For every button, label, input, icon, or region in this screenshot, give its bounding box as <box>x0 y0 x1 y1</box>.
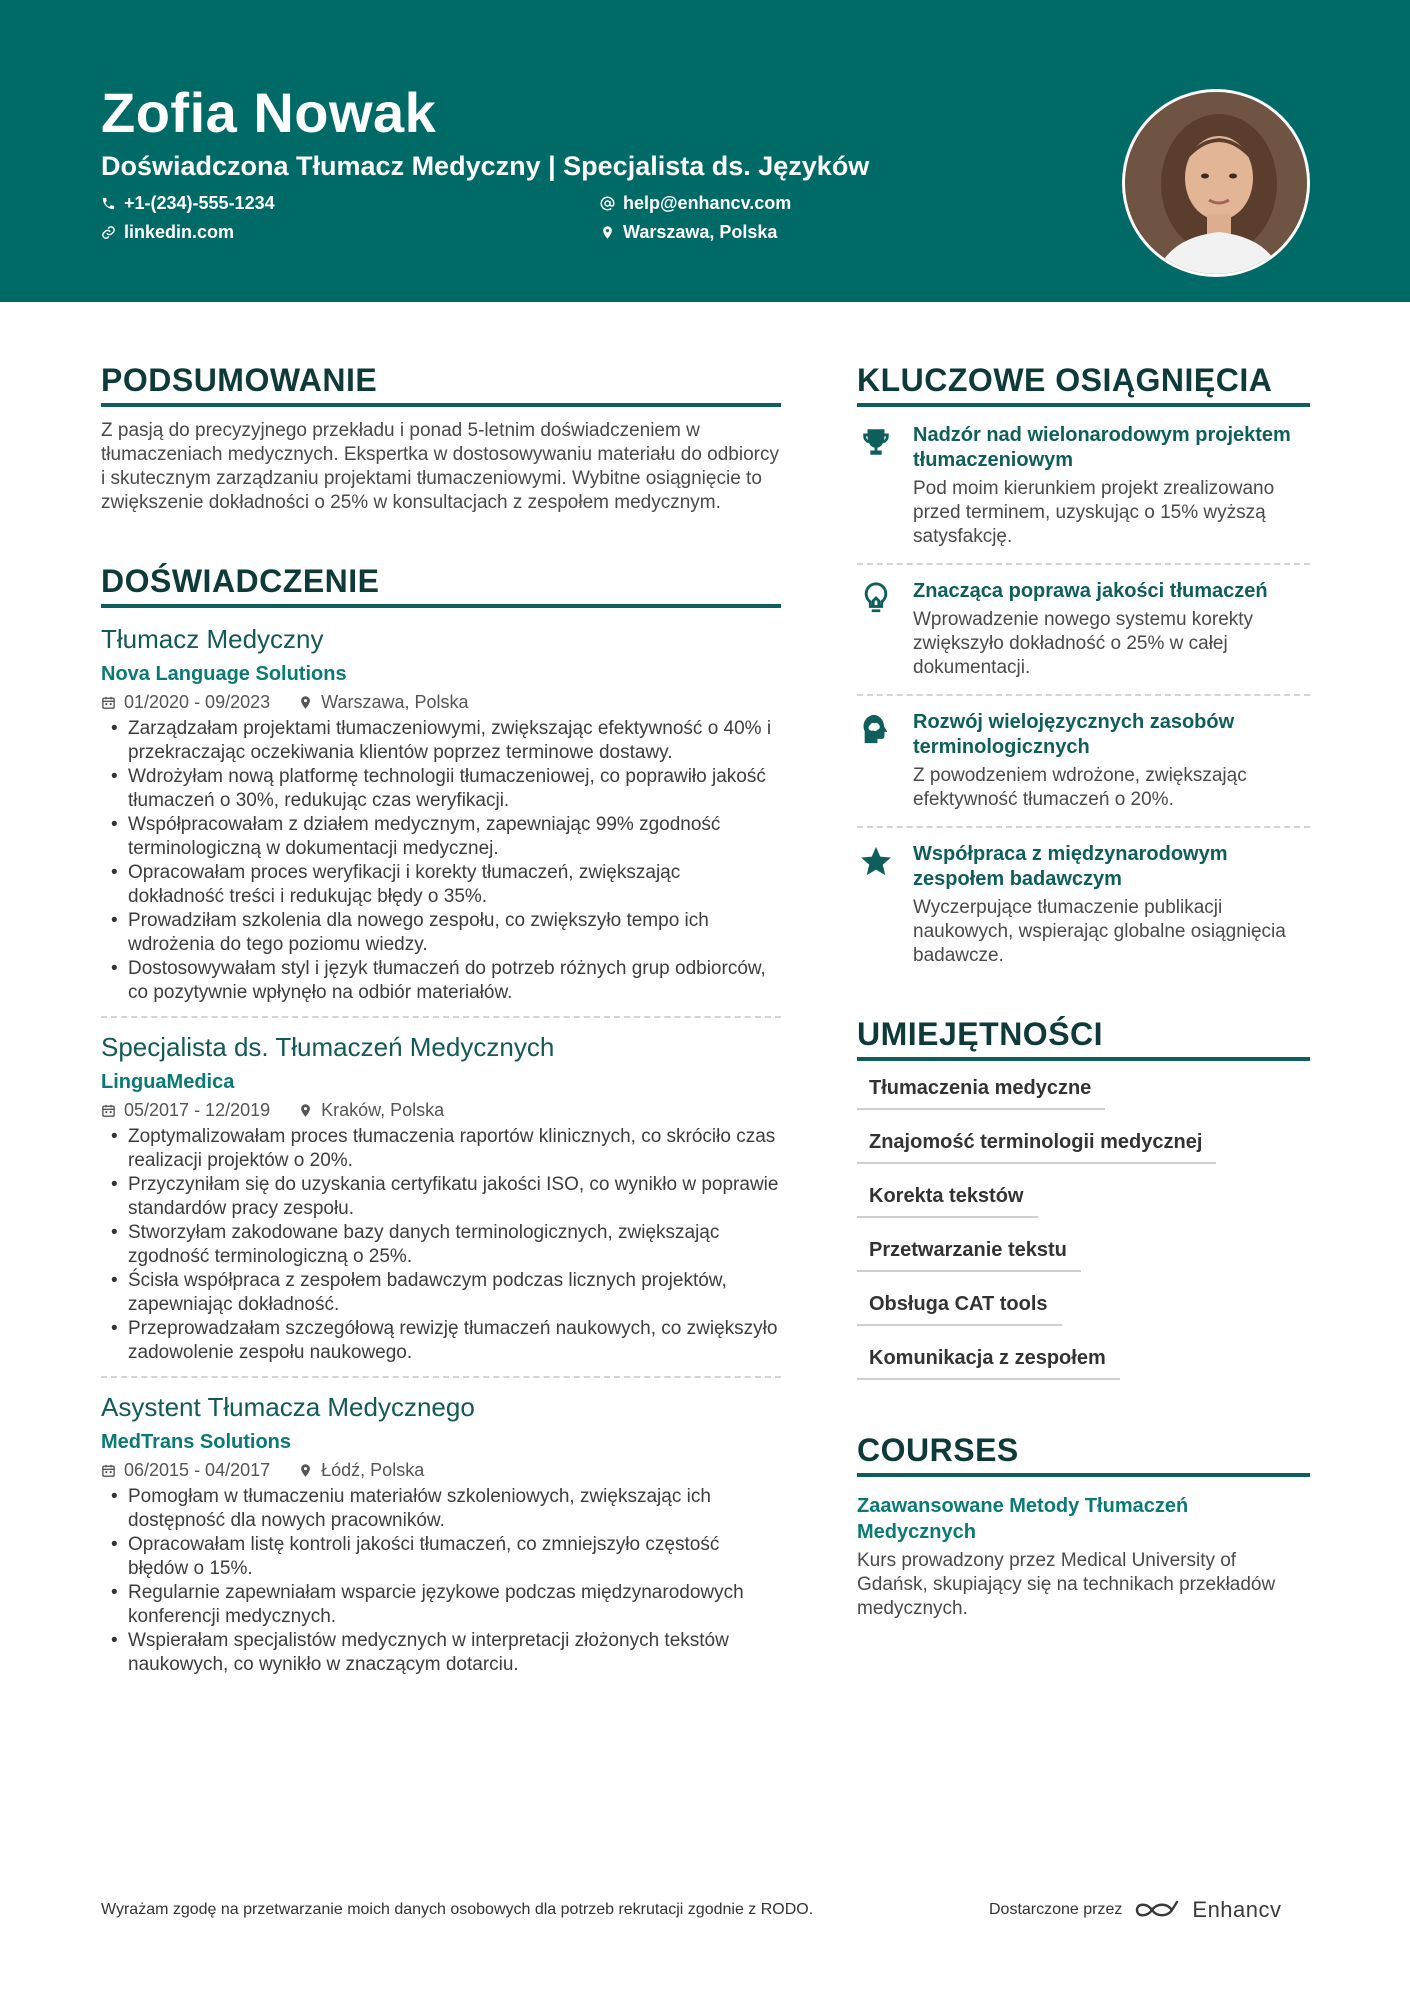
bullet-item: • Przeprowadzałam szczegółową rewizję tłumaczeń naukowych, co zwiększyło zadowolenie zespołu naukowego. <box>101 1317 781 1365</box>
achievement-body <box>913 579 1310 680</box>
job-entry <box>101 1032 781 1378</box>
skill-tag: Obsługa CAT tools <box>857 1293 1062 1326</box>
achievements-list <box>857 409 1310 982</box>
skill-tag: Tłumaczenia medyczne <box>857 1077 1105 1110</box>
candidate-name: Zofia Nowak <box>101 81 437 144</box>
skills-list <box>857 1061 1310 1380</box>
enhancv-logo-icon <box>1134 1898 1180 1922</box>
job-dates <box>101 1460 270 1481</box>
job-entry <box>101 1392 781 1677</box>
achievement-body <box>913 710 1310 812</box>
job-location <box>298 1100 444 1121</box>
job-bullets <box>101 1485 781 1677</box>
job-location <box>298 692 468 713</box>
bullet-item: • Stworzyłam zakodowane bazy danych terminologicznych, zwiększając zgodność terminologiczną o 25%. <box>101 1221 781 1269</box>
achievement-item <box>857 694 1310 826</box>
achievement-title: Nadzór nad wielonarodowym projektem tłumaczeniowym <box>913 424 1291 471</box>
bullet-item: • Regularnie zapewniałam wsparcie językowe podczas międzynarodowych konferencji medycznych. <box>101 1581 781 1629</box>
bullet-item: • Wspierałam specjalistów medycznych w interpretacji złożonych tekstów naukowych, co wynikło w znaczącym dotarciu. <box>101 1629 781 1677</box>
job-entry <box>101 624 781 1018</box>
summary-heading: PODSUMOWANIE <box>101 362 781 407</box>
course-desc: Kurs prowadzony przez Medical University of Gdańsk, skupiający się na technikach przekładów medycznych. <box>857 1550 1276 1619</box>
achievement-desc: Z powodzeniem wdrożone, zwiększając efektywność tłumaczeń o 20%. <box>913 765 1247 810</box>
right-column <box>857 362 1310 1621</box>
courses-list <box>857 1493 1310 1621</box>
courses-heading: COURSES <box>857 1432 1310 1477</box>
location-pin-icon <box>298 1463 313 1478</box>
job-location <box>298 1460 424 1481</box>
location-text: Warszawa, Polska <box>321 692 469 712</box>
experience-list <box>101 624 781 1677</box>
powered-by-text: Dostarczone przez <box>989 1901 1123 1918</box>
dates-text: 06/2015 - 04/2017 <box>124 1460 271 1480</box>
portrait-illustration <box>1125 92 1310 277</box>
bullet-item: • Opracowałam proces weryfikacji i korekty tłumaczeń, zwiększając dokładność treści i redukując błędy o 35%. <box>101 861 781 909</box>
company-name: Nova Language Solutions <box>101 663 347 685</box>
job-dates <box>101 1100 270 1121</box>
left-column <box>101 362 781 1677</box>
bullet-item: • Zoptymalizowałam proces tłumaczenia raportów klinicznych, co skróciło czas realizacji projektów o 20%. <box>101 1125 781 1173</box>
skill-tag: Komunikacja z zespołem <box>857 1347 1120 1380</box>
profile-photo <box>1122 89 1310 277</box>
contact-email[interactable] <box>600 193 791 214</box>
achievement-item <box>857 826 1310 982</box>
job-title: Tłumacz Medyczny <box>101 624 324 654</box>
achievement-desc: Wyczerpujące tłumaczenie publikacji naukowych, wspierając globalne osiągnięcia badawcze. <box>913 897 1286 966</box>
calendar-icon <box>101 695 116 710</box>
bullet-item: • Współpracowałam z działem medycznym, zapewniając 99% zgodność terminologiczną w dokumentacji medycznej. <box>101 813 781 861</box>
skill-tag: Znajomość terminologii medycznej <box>857 1131 1216 1164</box>
location-pin-icon <box>298 695 313 710</box>
linkedin-text[interactable]: linkedin.com <box>124 222 235 242</box>
phone-text: +1-(234)-555-1234 <box>124 193 275 213</box>
location-pin-icon <box>600 225 615 240</box>
achievement-body <box>913 423 1310 549</box>
bullet-item: • Przyczyniłam się do uzyskania certyfikatu jakości ISO, co wynikło w poprawie standardów pracy zespołu. <box>101 1173 781 1221</box>
achievement-desc: Pod moim kierunkiem projekt zrealizowano przed terminem, uzyskując o 15% wyższą satysfakcję. <box>913 478 1275 547</box>
achievement-item <box>857 409 1310 563</box>
job-title: Asystent Tłumacza Medycznego <box>101 1392 475 1422</box>
job-divider <box>101 1376 781 1378</box>
achievement-title: Współpraca z międzynarodowym zespołem badawczym <box>913 843 1228 890</box>
candidate-headline: Doświadczona Tłumacz Medyczny | Specjalista ds. Języków <box>101 151 870 181</box>
company-name: MedTrans Solutions <box>101 1431 292 1453</box>
contact-linkedin[interactable] <box>101 222 234 243</box>
bullet-item: • Dostosowywałam styl i język tłumaczeń do potrzeb różnych grup odbiorców, co pozytywnie wpłynęło na odbiór materiałów. <box>101 957 781 1005</box>
experience-heading: DOŚWIADCZENIE <box>101 563 781 608</box>
calendar-icon <box>101 1463 116 1478</box>
bullet-item: • Zarządzałam projektami tłumaczeniowymi, zwiększając efektywność o 40% i przekraczając oczekiwania klientów poprzez terminowe dostawy. <box>101 717 781 765</box>
job-meta <box>101 1460 781 1481</box>
skill-tag: Korekta tekstów <box>857 1185 1038 1218</box>
dates-text: 01/2020 - 09/2023 <box>124 692 271 712</box>
job-meta <box>101 692 781 713</box>
footer-brand[interactable] <box>989 1897 1282 1923</box>
location-text: Warszawa, Polska <box>623 222 778 242</box>
calendar-icon <box>101 1103 116 1118</box>
bullet-item: • Opracowałam listę kontroli jakości tłumaczeń, co zmniejszyło częstość błędów o 15%. <box>101 1533 781 1581</box>
phone-icon <box>101 196 116 211</box>
job-meta <box>101 1100 781 1121</box>
job-dates <box>101 692 270 713</box>
job-bullets <box>101 1125 781 1365</box>
summary-text: Z pasją do precyzyjnego przekładu i ponad 5-letnim doświadczeniem w tłumaczeniach medycznych. Ekspertka w dostosowywaniu materiału do odbiorcy i skutecznym zarządzaniu projektami tłumaczeniowymi. Wybitne osiągnięcie to zwiększenie dokładności o 25% w konsultacjach z zespołem medycznym. <box>101 420 779 513</box>
bullet-item: • Ścisła współpraca z zespołem badawczym podczas licznych projektów, zapewniając dokładność. <box>101 1269 781 1317</box>
bullet-item: • Wdrożyłam nową platformę technologii tłumaczeniowej, co poprawiło jakość tłumaczeń o 30%, redukując czas weryfikacji. <box>101 765 781 813</box>
location-text: Kraków, Polska <box>321 1100 445 1120</box>
achievement-item <box>857 563 1310 694</box>
job-divider <box>101 1016 781 1018</box>
achievement-title: Rozwój wielojęzycznych zasobów terminologicznych <box>913 711 1235 758</box>
dates-text: 05/2017 - 12/2019 <box>124 1100 271 1120</box>
gdpr-consent: Wyrażam zgodę na przetwarzanie moich danych osobowych dla potrzeb rekrutacji zgodnie z RODO. <box>101 1901 814 1918</box>
star-icon <box>857 842 895 968</box>
skills-heading: UMIEJĘTNOŚCI <box>857 1016 1310 1061</box>
lightbulb-icon <box>857 579 895 680</box>
contact-location <box>600 222 777 243</box>
location-text: Łódź, Polska <box>321 1460 425 1480</box>
bullet-item: • Prowadziłam szkolenia dla nowego zespołu, co zwiększyło tempo ich wdrożenia do tego poziomu wiedzy. <box>101 909 781 957</box>
achievement-body <box>913 842 1310 968</box>
resume-header <box>0 0 1410 302</box>
skill-tag: Przetwarzanie tekstu <box>857 1239 1081 1272</box>
job-title: Specjalista ds. Tłumaczeń Medycznych <box>101 1032 555 1062</box>
course-title: Zaawansowane Metody Tłumaczeń Medycznych <box>857 1495 1189 1543</box>
job-bullets <box>101 717 781 1005</box>
achievement-desc: Wprowadzenie nowego systemu korekty zwiększyło dokładność o 25% w całej dokumentacji. <box>913 609 1254 678</box>
achievement-title: Znacząca poprawa jakości tłumaczeń <box>913 580 1268 602</box>
achievements-heading: KLUCZOWE OSIĄGNIĘCIA <box>857 362 1310 407</box>
contact-phone <box>101 193 275 214</box>
brand-name: Enhancv <box>1192 1897 1282 1922</box>
bullet-item: • Pomogłam w tłumaczeniu materiałów szkoleniowych, zwiększając ich dostępność dla nowych pracowników. <box>101 1485 781 1533</box>
link-icon <box>101 225 116 240</box>
location-pin-icon <box>298 1103 313 1118</box>
head-brain-icon <box>857 710 895 812</box>
trophy-icon <box>857 423 895 549</box>
email-text[interactable]: help@enhancv.com <box>623 193 792 213</box>
at-icon <box>600 196 615 211</box>
company-name: LinguaMedica <box>101 1071 235 1093</box>
